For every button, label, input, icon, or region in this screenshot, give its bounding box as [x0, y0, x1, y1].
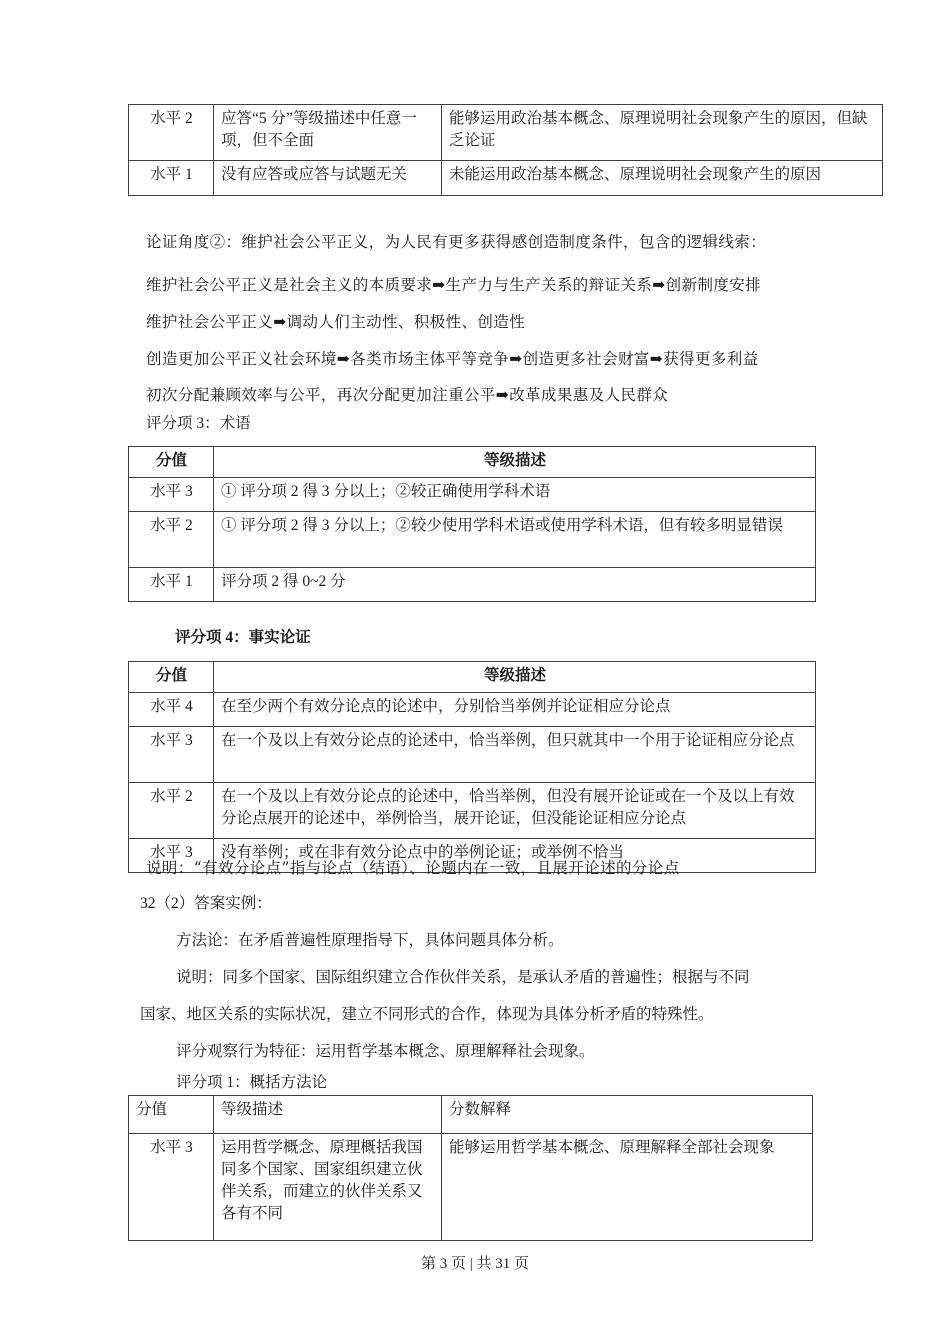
header-score: 分值	[129, 1096, 214, 1134]
table-continued-rubric	[128, 104, 883, 196]
table-header-row	[129, 447, 816, 478]
cell-level: 水平 2	[129, 105, 214, 161]
argument-line-1: 论证角度②：维护社会公平正义，为人民有更多获得感创造制度条件，包含的逻辑线索：	[146, 233, 767, 251]
table-factual-argument-rubric	[128, 661, 816, 873]
cell-descriptor: 运用哲学概念、原理概括我国同多个国家、国家组织建立伙伴关系，而建立的伙伴关系又各有不同	[214, 1134, 442, 1241]
cell-descriptor: 评分项 2 得 0~2 分	[214, 568, 816, 602]
cell-level: 水平 3	[129, 839, 214, 873]
cell-descriptor: 在一个及以上有效分论点的论述中，恰当举例，但只就其中一个用于论证相应分论点	[214, 727, 816, 783]
argument-line-2: 维护社会公平正义是社会主义的本质要求➡生产力与生产关系的辩证关系➡创新制度安排	[146, 276, 762, 294]
header-explanation: 分数解释	[442, 1096, 813, 1134]
table-row	[129, 568, 816, 602]
cell-level: 水平 3	[129, 1134, 214, 1241]
table-header-row	[129, 1096, 813, 1134]
table-row	[129, 783, 816, 839]
cell-explanation: 能够运用哲学基本概念、原理解释全部社会现象	[442, 1134, 813, 1241]
cell-explanation: 未能运用政治基本概念、原理说明社会现象产生的原因	[442, 161, 883, 196]
answer-example-explanation-line2: 国家、地区关系的实际状况，建立不同形式的合作，体现为具体分析矛盾的特殊性。	[140, 1006, 714, 1023]
header-descriptor: 等级描述	[214, 662, 816, 693]
header-descriptor: 等级描述	[214, 1096, 442, 1134]
cell-level: 水平 1	[129, 568, 214, 602]
table-row	[129, 161, 883, 196]
cell-descriptor: 应答“5 分”等级描述中任意一项，但不全面	[214, 105, 442, 161]
table-row	[129, 478, 816, 512]
cell-level: 水平 2	[129, 783, 214, 839]
heading-methodology: 评分项 1：概括方法论	[176, 1074, 328, 1091]
table-row	[129, 693, 816, 727]
table-row	[129, 105, 883, 161]
header-descriptor: 等级描述	[214, 447, 816, 478]
table-row	[129, 1134, 813, 1241]
cell-descriptor: 在至少两个有效分论点的论述中，分别恰当举例并论证相应分论点	[214, 693, 816, 727]
answer-example-title: 32（2）答案实例：	[140, 895, 272, 912]
page-footer: 第 3 页 | 共 31 页	[420, 1256, 529, 1272]
table-terminology-rubric	[128, 446, 816, 602]
cell-descriptor: ① 评分项 2 得 3 分以上；②较正确使用学科术语	[214, 478, 816, 512]
cell-level: 水平 2	[129, 512, 214, 568]
header-score: 分值	[129, 662, 214, 693]
header-score: 分值	[129, 447, 214, 478]
argument-line-5: 初次分配兼顾效率与公平，再次分配更加注重公平➡改革成果惠及人民群众	[146, 386, 669, 404]
heading-terminology: 评分项 3：术语	[146, 415, 251, 432]
argument-line-3: 维护社会公平正义➡调动人们主动性、积极性、创造性	[146, 313, 526, 331]
table-row	[129, 727, 816, 783]
cell-descriptor: ① 评分项 2 得 3 分以上；②较少使用学科术语或使用学科术语，但有较多明显错误	[214, 512, 816, 568]
cell-level: 水平 1	[129, 161, 214, 196]
answer-example-explanation-line1: 说明：同多个国家、国际组织建立合作伙伴关系，是承认矛盾的普遍性；根据与不同	[176, 969, 750, 986]
answer-example-observation: 评分观察行为特征：运用哲学基本概念、原理解释社会现象。	[176, 1043, 595, 1060]
cell-descriptor: 在一个及以上有效分论点的论述中，恰当举例，但没有展开论证或在一个及以上有效分论点展开的论述中，举例恰当，展开论证，但没能论证相应分论点	[214, 783, 816, 839]
cell-level: 水平 4	[129, 693, 214, 727]
cell-descriptor: 没有举例；或在非有效分论点中的举例论证；或举例不恰当	[214, 839, 816, 873]
answer-example-methodology: 方法论：在矛盾普遍性原理指导下，具体问题具体分析。	[176, 932, 564, 949]
cell-explanation: 能够运用政治基本概念、原理说明社会现象产生的原因，但缺乏论证	[442, 105, 883, 161]
argument-line-4: 创造更加公平正义社会环境➡各类市场主体平等竞争➡创造更多社会财富➡获得更多利益	[146, 350, 759, 368]
table-row	[129, 512, 816, 568]
cell-level: 水平 3	[129, 727, 214, 783]
table-methodology-rubric	[128, 1095, 813, 1241]
cell-level: 水平 3	[129, 478, 214, 512]
cell-descriptor: 没有应答或应答与试题无关	[214, 161, 442, 196]
note-valid-subargument: 说明：“有效分论点”指与论点（结语）、论题内在一致，且展开论述的分论点	[146, 859, 680, 877]
table-header-row	[129, 662, 816, 693]
heading-factual: 评分项 4：事实论证	[175, 629, 311, 646]
